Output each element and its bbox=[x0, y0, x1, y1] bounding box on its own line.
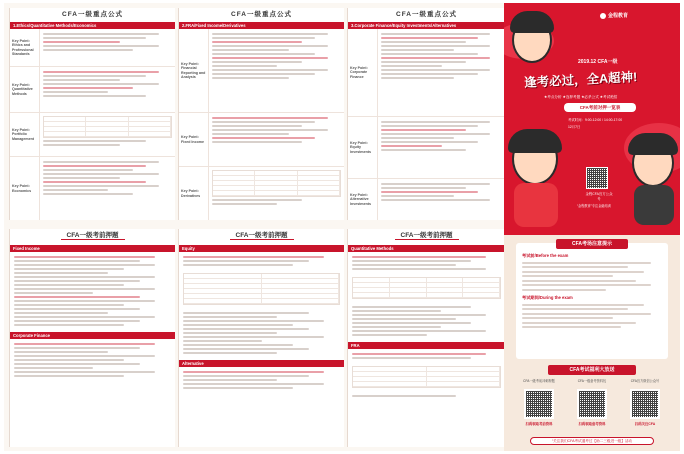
promo-panel bbox=[504, 3, 680, 451]
formula-panel-2 bbox=[178, 8, 344, 220]
feature-tags: ★考点分析 ★连押考题 ★必杀公式 ★考试绝招 bbox=[544, 95, 618, 99]
section-label: Key Point: Derivatives bbox=[179, 167, 209, 220]
section-label: Key Point: Financial Reporting and Analysis bbox=[179, 29, 209, 112]
section-header: Corporate Finance bbox=[10, 332, 175, 339]
section-header: Fixed Income bbox=[10, 245, 175, 252]
exam-date: 2019.12 CFA一级 bbox=[578, 59, 618, 65]
qr-code[interactable] bbox=[586, 167, 608, 189]
promo-banner bbox=[504, 3, 680, 235]
qr-code[interactable] bbox=[630, 389, 660, 419]
exam-tips-card bbox=[516, 243, 668, 359]
exam-time: 考试时间：9:00-12:00 / 14:00-17:00 bbox=[568, 118, 623, 122]
brand-logo: 金程教育 bbox=[600, 12, 628, 19]
section-label: Key Point: Economics bbox=[10, 157, 40, 220]
section-label: Key Point: Equity Investments bbox=[348, 117, 378, 178]
section-header: FRA bbox=[348, 342, 505, 349]
panel-title: CFA一级考前押题 bbox=[10, 229, 175, 243]
panel-subtitle: 1.Ethics/Quantitative Methods/Economics bbox=[10, 22, 175, 29]
section-label: Key Point: Ethics and Professional Standards bbox=[10, 29, 40, 66]
panel-subtitle: 3.Corporate Finance/Equity Investments/Alternatives bbox=[348, 22, 505, 29]
tips-heading: CFA考场注意提示 bbox=[556, 239, 628, 249]
section-row bbox=[348, 29, 505, 117]
section-row bbox=[179, 29, 344, 113]
section-row bbox=[348, 179, 505, 220]
qr-block-2[interactable]: CFA一级备考资料包 扫码领取备考资料 bbox=[577, 379, 607, 426]
exam-panel-1 bbox=[9, 229, 175, 447]
panel-title: CFA一级重点公式 bbox=[179, 8, 344, 22]
benefits-heading: CFA考试福利大放送 bbox=[548, 365, 636, 375]
qr-caption: 金程CFA官方公众号 bbox=[585, 192, 613, 201]
panel-title: CFA一级重点公式 bbox=[348, 8, 505, 22]
section-label: Key Point: Fixed Income bbox=[179, 113, 209, 166]
section-row bbox=[179, 167, 344, 220]
section-row bbox=[179, 113, 344, 167]
footer-banner: “关注我们CFA考试通考过【助二三级进一级】活动 bbox=[530, 437, 654, 445]
formula-panel-1 bbox=[9, 8, 175, 220]
qr-block-3[interactable]: CFA官方微信公众号 扫码关注CFA bbox=[630, 379, 660, 426]
exam-day: 12月7日 bbox=[568, 125, 581, 129]
tips-before: 考试前/Before the exam bbox=[522, 253, 569, 258]
section-header: Equity bbox=[179, 245, 344, 252]
slogan: 逢考必过，全A超神! bbox=[523, 70, 638, 90]
section-row bbox=[10, 67, 175, 113]
section-row bbox=[10, 113, 175, 157]
section-header: Alternative bbox=[179, 360, 344, 367]
section-label: Key Point: Portfolio Management bbox=[10, 113, 40, 156]
panel-title: CFA一级考前押题 bbox=[348, 229, 505, 243]
table-banner: CFA考前对押一览表 bbox=[564, 103, 636, 112]
qr-code[interactable] bbox=[577, 389, 607, 419]
sponsor-text: “金程教育”专注金融培训 bbox=[577, 204, 611, 208]
section-label: Key Point: Alternative Investments bbox=[348, 179, 378, 220]
section-label: Key Point: Quantitative Methods bbox=[10, 67, 40, 112]
exam-panel-3 bbox=[347, 229, 505, 447]
qr-code[interactable] bbox=[524, 389, 554, 419]
section-row bbox=[10, 29, 175, 67]
promo-info bbox=[504, 235, 680, 451]
section-row bbox=[348, 117, 505, 179]
section-label: Key Point: Corporate Finance bbox=[348, 29, 378, 116]
qr-block-1[interactable]: CFA一级考前冲刺押题 扫码领取考前资料 bbox=[523, 379, 555, 426]
formula-panel-3 bbox=[347, 8, 505, 220]
panel-subtitle: 2.FRA/Fixed Income/Derivatives bbox=[179, 22, 344, 29]
exam-panel-2 bbox=[178, 229, 344, 447]
section-header: Quantitative Methods bbox=[348, 245, 505, 252]
panel-title: CFA一级考前押题 bbox=[179, 229, 344, 243]
section-row bbox=[10, 157, 175, 220]
tips-during: 考试期间/During the exam bbox=[522, 295, 573, 300]
panel-title: CFA一级重点公式 bbox=[10, 8, 175, 22]
